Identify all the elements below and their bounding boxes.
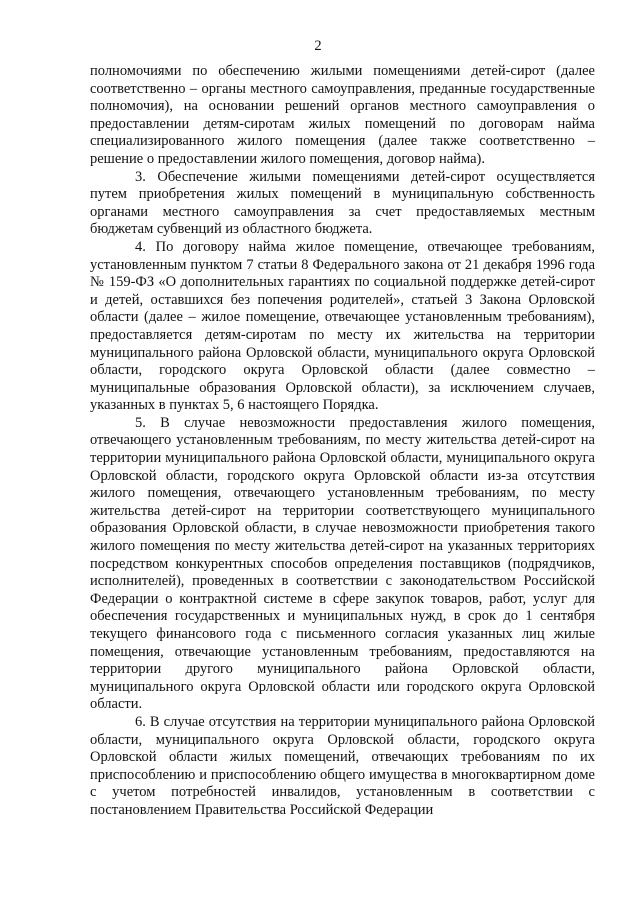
paragraph-continuation: полномочиями по обеспечению жилыми помещениями детей-сирот (далее соответственно – органы местного самоуправления, преданные государственные полномочия), на основании решений органов местного самоуправления о предоставлении детям-сиротам жилых помещений по договорам найма специализированного жилого помещения (далее также соответственно – решение о предоставлении жилого помещения, договор найма).	[90, 63, 595, 167]
paragraph-3: 3. Обеспечение жилыми помещениями детей-сирот осуществляется путем приобретения жилых помещений в муниципальную собственность органами местного самоуправления за счет предоставляемых местным бюджетам субвенций из областного бюджета.	[90, 168, 595, 238]
page-number: 2	[314, 38, 322, 54]
paragraph-4: 4. По договору найма жилое помещение, отвечающее требованиям, установленным пунктом 7 статьи 8 Федерального закона от 21 декабря 1996 года № 159-ФЗ «О дополнительных гарантиях по социальной поддержке детей-сирот и детей, оставшихся без попечения родителей», статьей 3 Закона Орловской области (далее – жилое помещение, отвечающее установленным требованиям), предоставляется детям-сиротам по месту их жительства на территории муниципального района Орловской области, муниципального округа Орловской области, городского округа Орловской области (далее совместно – муниципальные образования Орловской области), за исключением случаев, указанных в пунктах 5, 6 настоящего Порядка.	[90, 238, 595, 414]
paragraph-6: 6. В случае отсутствия на территории муниципального района Орловской области, муниципального округа Орловской области, городского округа Орловской области жилых помещений, отвечающих требованиям по их приспособлению и приспособлению общего имущества в многоквартирном доме с учетом потребностей инвалидов, установленным в соответствии с постановлением Правительства Российской Федерации	[90, 713, 595, 818]
paragraph-5: 5. В случае невозможности предоставления жилого помещения, отвечающего установленным требованиям, по месту жительства детей-сирот на территории муниципального района Орловской области, муниципального округа Орловской области, городского округа Орловской области из-за отсутствия жилого помещения, отвечающего установленным требованиям, по месту жительства детей-сирот на территории соответствующего муниципального образования Орловской области, в случае невозможности приобретения такого жилого помещения по месту жительства детей-сирот на указанных территориях посредством конкурентных способов определения поставщиков (подрядчиков, исполнителей), проведенных в соответствии с законодательством Российской Федерации о контрактной системе в сфере закупок товаров, работ, услуг для обеспечения государственных и муниципальных нужд, в срок до 1 сентября текущего финансового года с письменного согласия указанных лиц жилые помещения, отвечающие установленным требованиям, предоставляются на территории другого муниципального района Орловской области, муниципального округа Орловской области или городского округа Орловской области.	[90, 414, 595, 713]
document-body	[90, 63, 595, 820]
